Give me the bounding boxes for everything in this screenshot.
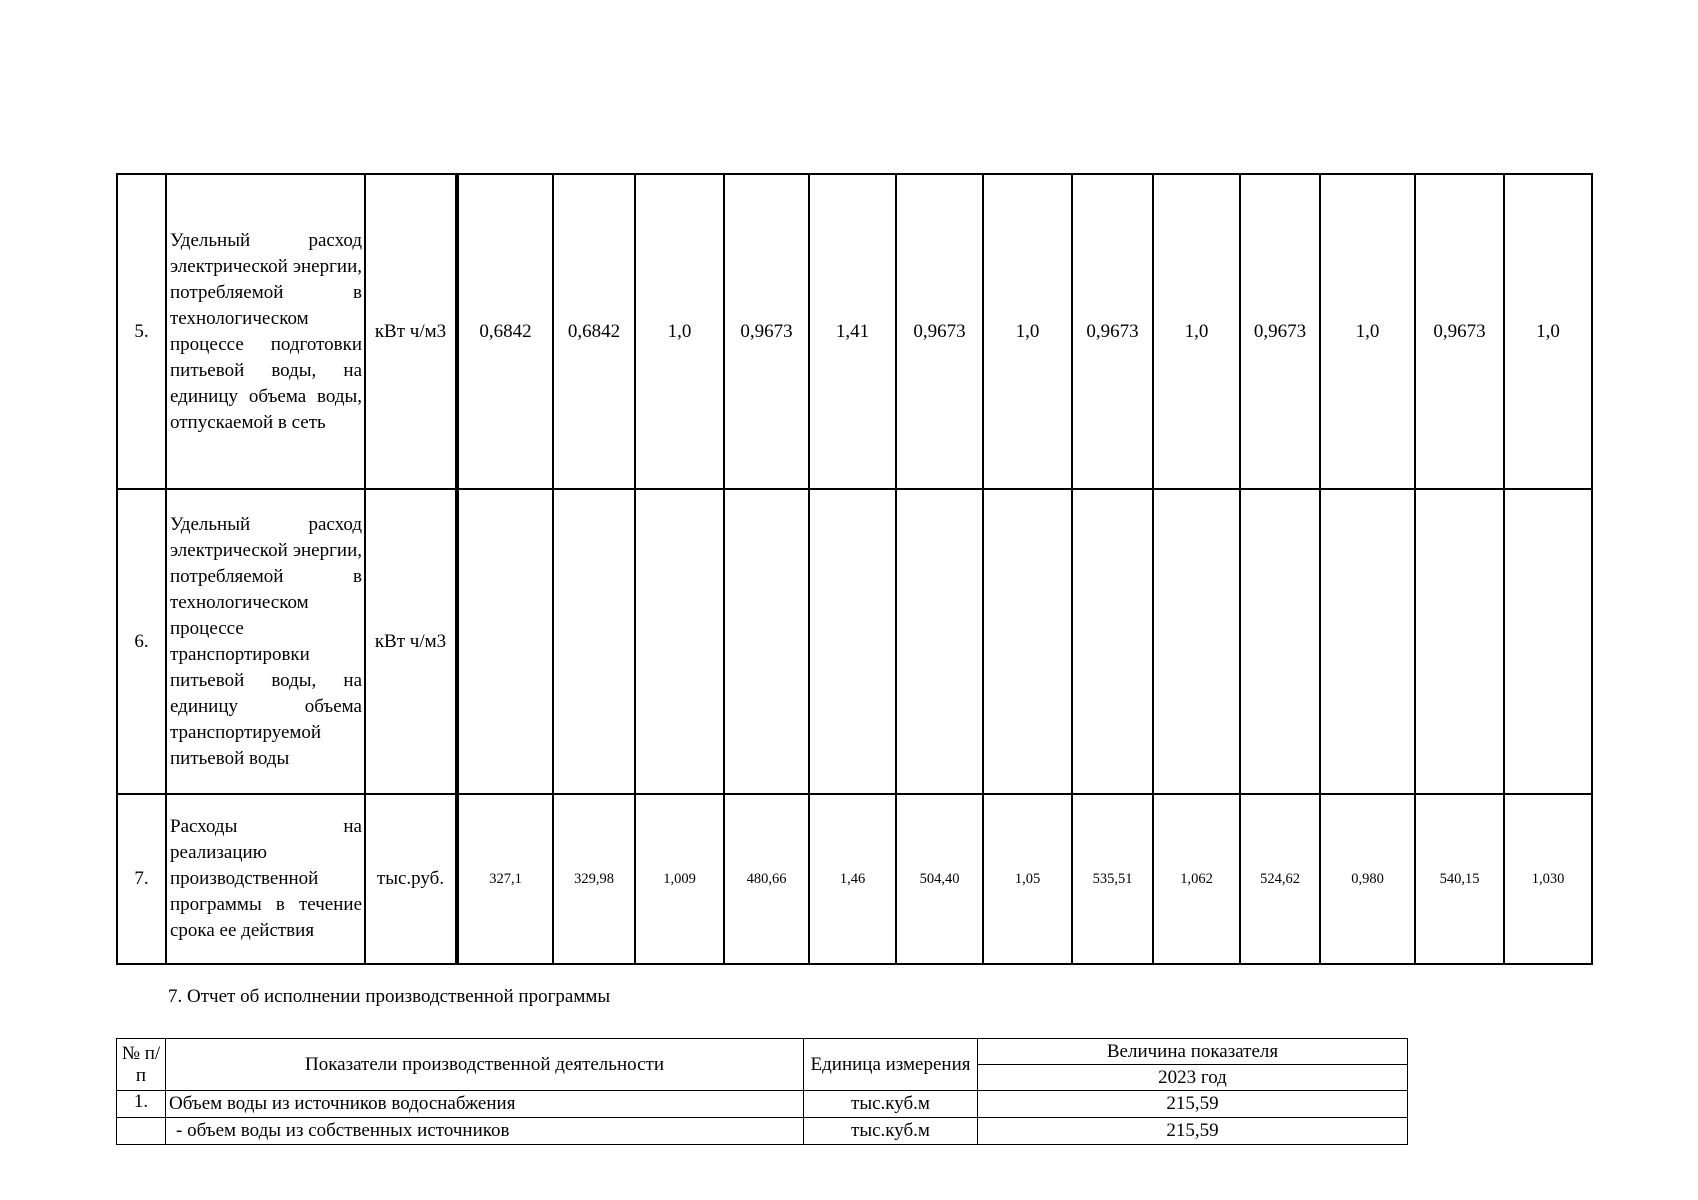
value-cell: 327,1	[458, 794, 553, 964]
indicator-name: Расходы на реализацию производственной программы в течение срока ее действия	[166, 794, 365, 964]
unit-cell: тыс.куб.м	[804, 1118, 978, 1145]
row-number: 5.	[117, 174, 166, 489]
unit-cell: кВт ч/м3	[365, 489, 456, 794]
table-row	[117, 1118, 1408, 1145]
value-cell: 1,46	[809, 794, 896, 964]
value-cell	[1415, 489, 1504, 794]
value-cell: 1,0	[1504, 174, 1592, 489]
value-cell	[1504, 489, 1592, 794]
value-cell: 535,51	[1072, 794, 1153, 964]
row-number: 1.	[117, 1091, 166, 1118]
indicator-name: - объем воды из собственных источников	[166, 1118, 804, 1145]
value-cell	[1072, 489, 1153, 794]
table-row	[117, 489, 1592, 794]
value-cell: 524,62	[1240, 794, 1320, 964]
indicator-name: Объем воды из источников водоснабжения	[166, 1091, 804, 1118]
indicator-name: Удельный расход электрической энергии, потребляемой в технологическом процессе транспортировки питьевой воды, на единицу объема транспортируемой питьевой воды	[166, 489, 365, 794]
value-cell: 1,0	[635, 174, 724, 489]
value-cell: 1,030	[1504, 794, 1592, 964]
row-number	[117, 1118, 166, 1145]
header-year: 2023 год	[978, 1065, 1408, 1091]
value-cell: 1,05	[983, 794, 1072, 964]
value-cell	[1320, 489, 1415, 794]
unit-cell: тыс.руб.	[365, 794, 456, 964]
value-cell: 215,59	[978, 1118, 1408, 1145]
value-cell	[724, 489, 809, 794]
value-cell: 540,15	[1415, 794, 1504, 964]
value-cell: 215,59	[978, 1091, 1408, 1118]
value-cell	[458, 489, 553, 794]
indicators-table	[116, 173, 1593, 965]
value-cell: 1,0	[1153, 174, 1240, 489]
value-cell: 0,9673	[1415, 174, 1504, 489]
unit-cell: кВт ч/м3	[365, 174, 456, 489]
value-cell: 0,6842	[553, 174, 635, 489]
report-table	[116, 1038, 1408, 1145]
value-cell	[896, 489, 983, 794]
value-cell: 1,0	[983, 174, 1072, 489]
header-value: Величина показателя	[978, 1039, 1408, 1065]
header-indicator: Показатели производственной деятельности	[166, 1039, 804, 1091]
value-cell	[983, 489, 1072, 794]
unit-cell: тыс.куб.м	[804, 1091, 978, 1118]
row-number: 7.	[117, 794, 166, 964]
value-cell	[553, 489, 635, 794]
header-unit: Единица измерения	[804, 1039, 978, 1091]
value-cell: 1,0	[1320, 174, 1415, 489]
value-cell: 0,6842	[458, 174, 553, 489]
value-cell: 0,9673	[896, 174, 983, 489]
value-cell: 504,40	[896, 794, 983, 964]
table-row	[117, 174, 1592, 489]
value-cell: 329,98	[553, 794, 635, 964]
table-row	[117, 1091, 1408, 1118]
header-row	[117, 1039, 1408, 1065]
section-heading: 7. Отчет об исполнении производственной программы	[168, 986, 611, 1007]
value-cell: 1,062	[1153, 794, 1240, 964]
value-cell: 0,980	[1320, 794, 1415, 964]
value-cell: 0,9673	[724, 174, 809, 489]
value-cell	[1153, 489, 1240, 794]
value-cell	[1240, 489, 1320, 794]
table-row	[117, 794, 1592, 964]
value-cell: 0,9673	[1240, 174, 1320, 489]
value-cell: 480,66	[724, 794, 809, 964]
value-cell: 1,009	[635, 794, 724, 964]
header-number: № п/п	[117, 1039, 166, 1091]
value-cell	[635, 489, 724, 794]
value-cell	[809, 489, 896, 794]
value-cell: 0,9673	[1072, 174, 1153, 489]
value-cell: 1,41	[809, 174, 896, 489]
indicator-name: Удельный расход электрической энергии, потребляемой в технологическом процессе подготовки питьевой воды, на единицу объема воды, отпускаемой в сеть	[166, 174, 365, 489]
row-number: 6.	[117, 489, 166, 794]
